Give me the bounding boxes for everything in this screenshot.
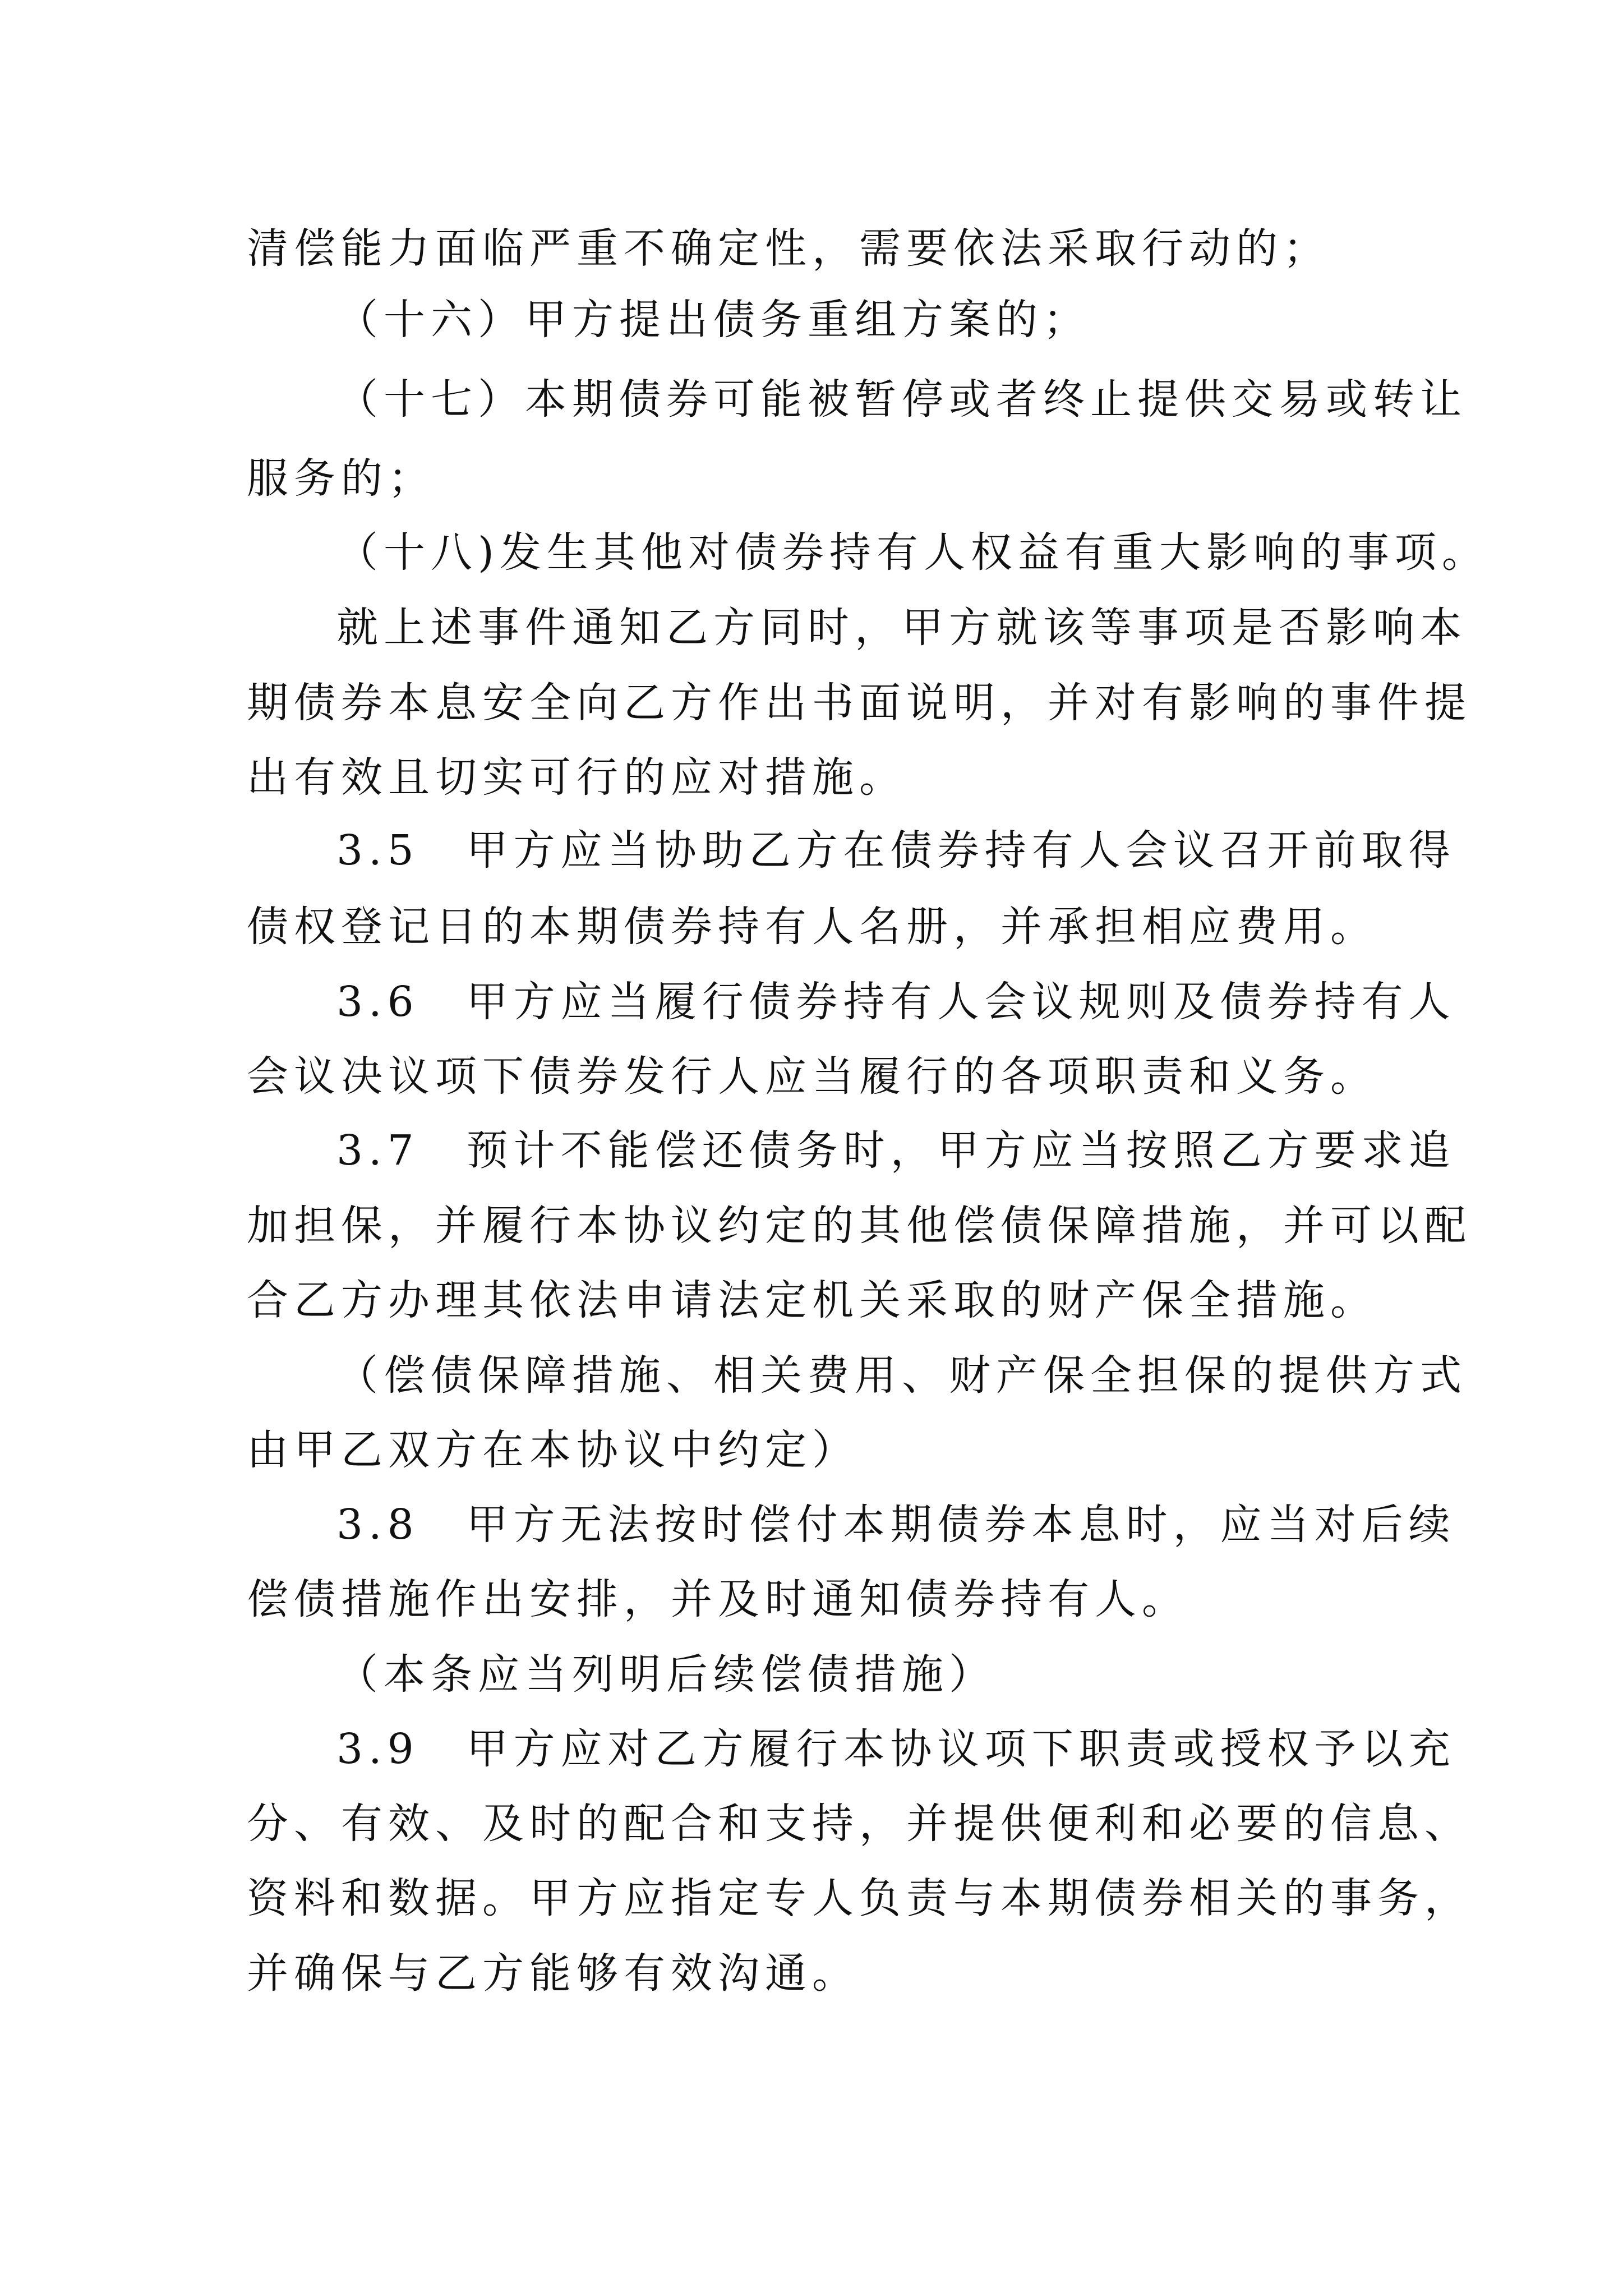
- text-line-23: 资料和数据。甲方应指定专人负责与本期债券相关的事务，: [247, 1874, 1472, 1922]
- text-line-19: 偿债措施作出安排，并及时通知债券持有人。: [247, 1575, 1189, 1623]
- text-line-6: 就上述事件通知乙方同时，甲方就该等事项是否影响本: [336, 604, 1467, 652]
- text-line-16: （偿债保障措施、相关费用、财产保全担保的提供方式: [336, 1351, 1467, 1400]
- text-line-3: （十七）本期债券可能被暂停或者终止提供交易或转让: [336, 375, 1467, 424]
- text-line-1: 清偿能力面临严重不确定性，需要依法采取行动的；: [247, 224, 1330, 273]
- text-line-15: 合乙方办理其依法申请法定机关采取的财产保全措施。: [247, 1276, 1377, 1324]
- text-line-13: 3.7 预计不能偿还债务时，甲方应当按照乙方要求追: [336, 1126, 1456, 1175]
- text-line-8: 出有效且切实可行的应对措施。: [247, 753, 906, 802]
- text-line-4: 服务的；: [247, 454, 435, 503]
- text-line-22: 分、有效、及时的配合和支持，并提供便利和必要的信息、: [247, 1800, 1472, 1848]
- text-line-24: 并确保与乙方能够有效沟通。: [247, 1949, 859, 1998]
- text-line-5: （十八)发生其他对债券持有人权益有重大影响的事项。: [336, 528, 1489, 577]
- text-line-11: 3.6 甲方应当履行债券持有人会议规则及债券持有人: [336, 978, 1456, 1026]
- text-line-9: 3.5 甲方应当协助乙方在债券持有人会议召开前取得: [336, 826, 1456, 875]
- text-line-17: 由甲乙双方在本协议中约定）: [247, 1426, 859, 1474]
- text-line-20: （本条应当列明后续偿债措施）: [336, 1650, 996, 1699]
- text-line-14: 加担保，并履行本协议约定的其他偿债保障措施，并可以配: [247, 1202, 1472, 1250]
- text-line-2: （十六）甲方提出债务重组方案的；: [336, 296, 1090, 344]
- text-line-7: 期债券本息安全向乙方作出书面说明，并对有影响的事件提: [247, 679, 1472, 727]
- text-line-10: 债权登记日的本期债券持有人名册，并承担相应费用。: [247, 903, 1377, 951]
- text-line-12: 会议决议项下债券发行人应当履行的各项职责和义务。: [247, 1052, 1377, 1101]
- text-line-18: 3.8 甲方无法按时偿付本期债券本息时，应当对后续: [336, 1501, 1456, 1549]
- text-line-21: 3.9 甲方应对乙方履行本协议项下职责或授权予以充: [336, 1725, 1456, 1773]
